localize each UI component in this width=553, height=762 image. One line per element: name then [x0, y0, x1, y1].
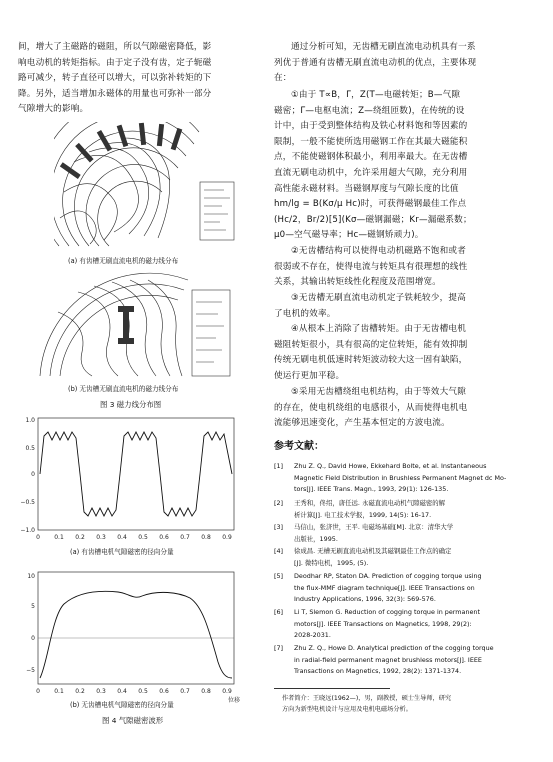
reference-line: 2028-2031. [294, 631, 331, 640]
waveform-line [40, 432, 232, 516]
footnote-line: 方向为新型电机设计与应用及电机电磁场分析。 [282, 706, 412, 713]
right-intro-paragraph [274, 40, 476, 87]
legend-box [192, 290, 230, 376]
text-line: 计中，由于受到整体结构及铁心材料饱和等因素的 [274, 121, 468, 132]
text-line: 列优于普通有齿槽无刷直流电动机的优点，主要体现 [274, 57, 477, 68]
x-tick-label: 0.7 [180, 688, 190, 695]
text-line: 通过分析可知，无齿槽无刷直流电动机具有一系 [291, 42, 476, 52]
reference-line: Zhu Z. Q., Howe D. Analytical prediction of the cogging torque [294, 644, 494, 652]
text-line: 了电机的效率。 [274, 308, 336, 319]
reference-number: [5] [274, 572, 284, 580]
x-tick-label: 0.5 [138, 688, 148, 695]
y-tick-label: −0.5 [20, 499, 35, 506]
text-line: 气隙增大的影响。 [18, 104, 89, 115]
reference-number: [1] [274, 462, 284, 470]
text-line: ⑤采用无齿槽绕组电机结构，由于等效大气隙 [291, 387, 466, 397]
reference-line: 析计算[J]. 电工技术学报，1999, 14(5): 16-17. [294, 510, 432, 519]
x-tick-label: 0.6 [159, 534, 169, 541]
legend-box [200, 182, 234, 240]
y-tick-label: 10 [27, 573, 35, 580]
reference-line: Deodhar RP, Staton DA. Prediction of cogging torque using [294, 572, 482, 580]
x-tick-label: 0.3 [96, 688, 106, 695]
x-tick-label: 0.8 [201, 688, 211, 695]
plot-frame [38, 572, 234, 684]
x-tick-label: 0 [36, 534, 40, 541]
text-line: 间，增大了主磁路的磁阻，所以气隙磁密降低，影 [18, 42, 212, 52]
x-tick-label: 0.7 [180, 534, 190, 541]
reference-item [274, 461, 537, 497]
text-line: ④从根本上消除了齿槽转矩。由于无齿槽电机 [291, 324, 466, 334]
reference-number: [3] [274, 523, 284, 531]
reference-line: the flux-MMF diagram technique[J]. IEEE Transactions on [294, 583, 475, 592]
x-tick-label: 0.8 [201, 534, 211, 541]
text-line: 路可减少，转子直径可以增大，可以弥补转矩的下 [18, 73, 212, 84]
y-tick-label: 0.5 [25, 445, 35, 452]
text-line: 流能够迅速变化，产生基本恒定的方波电流。 [274, 418, 450, 429]
y-axis-ticks [26, 573, 35, 674]
flux-lines-graphic [40, 273, 188, 376]
text-line: 高性能永磁材料。当磁钢厚度与气隙长度的比值 [274, 183, 459, 194]
x-axis-ticks [36, 534, 232, 541]
x-tick-label: 0.4 [117, 688, 127, 695]
x-tick-label: 0 [36, 688, 40, 695]
x-tick-label: 0.3 [96, 534, 106, 541]
slotless-airgap-density-plot [18, 566, 246, 706]
y-tick-label: 1.0 [25, 417, 35, 424]
reference-item [274, 498, 537, 522]
slotted-airgap-density-plot [18, 414, 246, 550]
text-line: ①由于 T∝B，Γ，Z(T—电磁转矩；B—气隙 [291, 90, 461, 100]
stator-teeth-graphic [60, 123, 182, 179]
figure-4a-caption: (a) 有齿槽电机气隙磁密的径向分量 [70, 548, 174, 556]
reference-item [274, 607, 537, 643]
point-3-paragraph [274, 291, 466, 322]
reference-item [274, 643, 537, 679]
text-line: 限制，一般不能使所选用磁钢工作在其最大磁能积 [274, 136, 468, 147]
reference-number: [4] [274, 547, 284, 555]
figure-3-title: 图 3 磁力线分布图 [100, 400, 162, 409]
reference-number: [7] [274, 644, 284, 652]
reference-line: motors[J]. IEEE Transactions on Magnetics, 1998, 29(2): [294, 619, 472, 628]
x-axis-ticks [36, 688, 232, 695]
text-line: 很弱或不存在，使得电流与转矩具有很理想的线性 [274, 261, 468, 272]
reference-line: Transactions on Magnetics, 1992, 28(2): 1371-1374. [294, 667, 462, 676]
point-1-paragraph [274, 88, 472, 244]
reference-line: [J]. 微特电机，1995, (5). [294, 558, 369, 567]
reference-line: Li T, Slemon G. Reduction of cogging torque in permanent [294, 608, 480, 616]
reference-item [274, 571, 537, 607]
text-line: hm/lg = B(Kσ/μ Hc)时，可获得磁钢最佳工作点 [274, 199, 467, 210]
text-line: 的存在，使电机绕组的电感很小，从而使得电机电 [274, 402, 468, 413]
figure-3b-caption: (b) 无齿槽无刷直流电机的磁力线分布 [68, 385, 179, 393]
y-tick-label: −5 [26, 667, 35, 674]
text-line: 点，不能使磁钢体积最小，利用率最大。在无齿槽 [274, 152, 468, 163]
reference-line: tors[J]. IEEE Trans. Magn., 1993, 29(1): 126-135. [294, 485, 449, 494]
magnet-block-graphic [118, 306, 134, 344]
author-footnote [282, 693, 451, 715]
point-2-paragraph [274, 244, 467, 291]
slotless-motor-flux-plot [38, 272, 234, 378]
x-tick-label: 0.6 [159, 688, 169, 695]
reference-line: Industry Applications, 1996, 32(3): 569-576. [294, 595, 436, 604]
text-line: 直流无刷电动机中，允许采用超大气隙，充分利用 [274, 167, 468, 178]
reference-line: 徐成昌. 无槽无刷直流电动机及其磁钢最佳工作点的确定 [294, 547, 452, 555]
text-line: 磁阻转矩很小，具有很高的定位转矩，能有效抑制 [274, 339, 468, 350]
footnote-divider [274, 688, 390, 689]
reference-line: 出版社，1995. [294, 534, 338, 543]
y-tick-label: 0 [31, 471, 35, 478]
x-axis-unit-label: 位移 [227, 697, 240, 704]
reference-line: Magnetic Field Distribution in Brushless Permanent Magnet dc Mo- [294, 473, 507, 482]
point-4-paragraph [274, 322, 467, 384]
reference-item [274, 522, 537, 546]
figure-3a-caption: (a) 有齿槽无刷直流电机的磁力线分布 [68, 257, 179, 265]
x-tick-label: 0.9 [222, 534, 232, 541]
y-tick-label: 5 [31, 603, 35, 610]
y-tick-label: 0 [31, 635, 35, 642]
x-tick-label: 0.5 [138, 534, 148, 541]
x-tick-label: 0.1 [54, 688, 64, 695]
text-line: (Hc/2，Br/2)[5](Kσ—磁钢漏磁；Kr—漏磁系数； [274, 214, 472, 225]
text-line: 降。另外，适当增加永磁体的用量也可弥补一部分 [18, 88, 212, 99]
x-tick-label: 0.2 [75, 688, 85, 695]
point-5-paragraph [274, 385, 467, 432]
left-intro-paragraph [18, 40, 211, 118]
x-tick-label: 0.9 [222, 688, 232, 695]
figure-4-title: 图 4 气隙磁密波形 [102, 716, 164, 725]
reference-item [274, 546, 537, 570]
y-axis-ticks [20, 417, 35, 534]
text-line: 响电动机的转矩指标。由于定子没有齿，定子轭磁 [18, 57, 212, 68]
text-line: 传统无刷电机低速时转矩波动较大这一固有缺陷， [274, 355, 468, 366]
references-heading: 参考文献： [274, 441, 324, 452]
figure-4b-caption: (b) 无齿槽电机气隙磁密的径向分量 [70, 701, 174, 709]
text-line: μ0—空气磁导率；Hc—磁钢矫顽力)。 [274, 230, 424, 241]
text-line: 关系，其输出转矩线性化程度及范围增宽。 [274, 277, 442, 288]
footnote-line: 作者简介：王晓远(1962—)，男，副教授，硕士生导师，研究 [282, 695, 452, 702]
reference-line: 马信山，张济世，王平. 电磁场基础[M]. 北京：清华大学 [294, 523, 454, 531]
text-line: ②无齿槽结构可以使得电动机磁路不饱和或者 [291, 246, 466, 256]
text-line: ③无齿槽无刷直流电动机定子铁耗较少，提高 [291, 293, 466, 303]
reference-line: 王秀和，佟绍，唐任远. 永磁直流电动机气隙磁密的解 [294, 499, 446, 507]
y-tick-label: −1.0 [20, 527, 35, 534]
text-line: 磁密；Γ—电枢电流；Z—绕组匝数)，在传统的设 [274, 105, 465, 116]
reference-line: in radial-field permanent magnet brushless motors[J]. IEEE [294, 655, 482, 664]
reference-line: Zhu Z. Q., David Howe, Ekkehard Bolte, et al. Instantaneous [294, 462, 487, 470]
text-line: 使运行更加平稳。 [274, 370, 345, 381]
x-tick-label: 0.2 [75, 534, 85, 541]
text-line: 在： [274, 73, 292, 84]
x-tick-label: 0.4 [117, 534, 127, 541]
reference-number: [6] [274, 608, 284, 616]
waveform-line [40, 591, 232, 678]
x-tick-label: 0.1 [54, 534, 64, 541]
slotted-motor-flux-plot [54, 122, 236, 250]
reference-number: [2] [274, 499, 284, 507]
